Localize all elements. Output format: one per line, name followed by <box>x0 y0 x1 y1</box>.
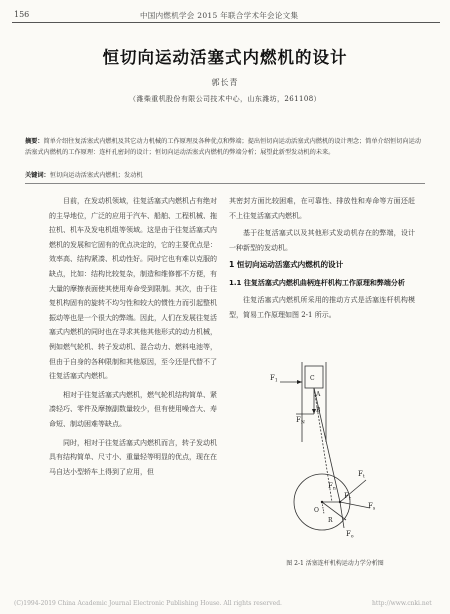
crank-pin <box>339 501 341 503</box>
copyright-footer: (C)1994-2019 China Academic Journal Electronic Publishing House. All rights reserved. <box>14 600 282 607</box>
label-b: B <box>316 407 321 414</box>
f1-arrowhead <box>297 380 302 384</box>
running-header: 中国内燃机学会 2015 年联合学术年会论文集 <box>140 11 299 20</box>
page-number: 156 <box>14 10 30 19</box>
author-name: 郭长青 <box>211 78 239 87</box>
body-paragraph: 同时，相对于往复活塞式内燃机而言，转子发动机具有结构简单、尺寸小、重量轻等明显的优点，现在在马自达小型轿车上得到了应用，但 <box>49 438 217 476</box>
label-piston: C <box>310 375 315 382</box>
abstract-text: 简单介绍往复活塞式内燃机及其它动力机械的工作原理及各种优点和弊端；提出恒切向运动活塞式内燃机的设计理念；简单介绍恒切向运动活塞式内燃机的工作原理：连杆孔密封的设计；恒切向运动活塞式内燃机的弊端分析；展望此新型发动机的未来。 <box>25 138 421 156</box>
label-fn-upper: $F_N$ <box>296 416 305 426</box>
author-affiliation: （潍柴重机股份有限公司技术中心，山东潍坊，261108） <box>129 95 321 103</box>
body-paragraph: 其密封方面比较困难，在可靠性、排放性和寿命等方面还赶不上往复活塞式内燃机。 <box>229 197 415 220</box>
abstract <box>25 137 425 158</box>
abstract-label: 摘要： <box>25 138 44 145</box>
body-paragraph: 相对于往复活塞式内燃机，燃气轮机结构简单、紧凑轻巧、零件及摩擦副数量较少，但有使用噪音大、寿命短、制动困难等缺点。 <box>49 390 217 428</box>
header-rule <box>12 22 440 23</box>
body-paragraph: 目前，在发动机领域，往复活塞式内燃机占有绝对的主导地位，广泛的应用于汽车、船舶、工程机械、拖拉机、机车及发电机组等领域。这是由于往复活塞式内燃机的发展和它固有的优点决定的，它的主要优点是：效率高、结构紧凑、机动性好。同时它也有难以克服的缺点，比如：结构比较复杂，制造和维修都不方便，有大量的摩擦表面使其使用寿命受到限制。其次，由于往复机构固有的旋转不均匀性和较大的惯性力而引起整机振动等也是一个很大的弊端。因此，人们在发展往复活塞式内燃机的同时也在寻求其他其他形式的动力机械，例如燃气轮机、转子发动机、混合动力、燃料电池等，但由于自身的各种限制和其他原因，至今还是代替不了往复活塞式内燃机。 <box>49 197 217 381</box>
keywords-text: 恒切向运动活塞式内燃机；发动机 <box>49 172 143 179</box>
mechanism-diagram <box>262 352 382 557</box>
paper-title: 恒切向运动活塞式内燃机的设计 <box>102 48 348 67</box>
label-fn: $F_n$ <box>328 482 336 492</box>
section-heading: 1 恒切向运动活塞式内燃机的设计 <box>229 260 344 270</box>
connecting-rod <box>314 388 340 502</box>
keywords-label: 关键词： <box>25 172 50 179</box>
keywords <box>25 170 425 179</box>
left-column <box>49 194 217 479</box>
label-o: O <box>314 507 319 514</box>
crank-center <box>321 501 323 503</box>
label-a: A <box>316 391 321 398</box>
figure-caption: 图 2-1 活塞连杆机构运动力学分析图 <box>286 560 384 567</box>
footer-url: http://www.cnki.net <box>372 600 432 607</box>
abstract-rule <box>25 183 425 184</box>
body-paragraph: 往复活塞式内燃机所采用的推动方式是活塞连杆机构模型，简易工作原理如图 2-1 所示。 <box>229 295 415 319</box>
right-column <box>229 194 415 322</box>
label-f1: $F_1$ <box>270 374 278 384</box>
subsection-heading: 1.1 往复活塞式内燃机曲柄连杆机构工作原理和弊端分析 <box>229 278 405 287</box>
center-mark <box>322 502 324 514</box>
label-ft: $F_t$ <box>358 470 365 480</box>
body-paragraph: 基于往复活塞式以及其他形式发动机存在的弊端，设计一种新型的发动机。 <box>229 229 415 252</box>
label-fx: $F_s$ <box>368 502 376 512</box>
force-fo <box>340 502 344 528</box>
force-fx <box>340 502 370 508</box>
label-r: R <box>328 517 333 524</box>
label-fo: $F_o$ <box>346 530 354 540</box>
label-fr: $F_r$ <box>344 492 352 502</box>
